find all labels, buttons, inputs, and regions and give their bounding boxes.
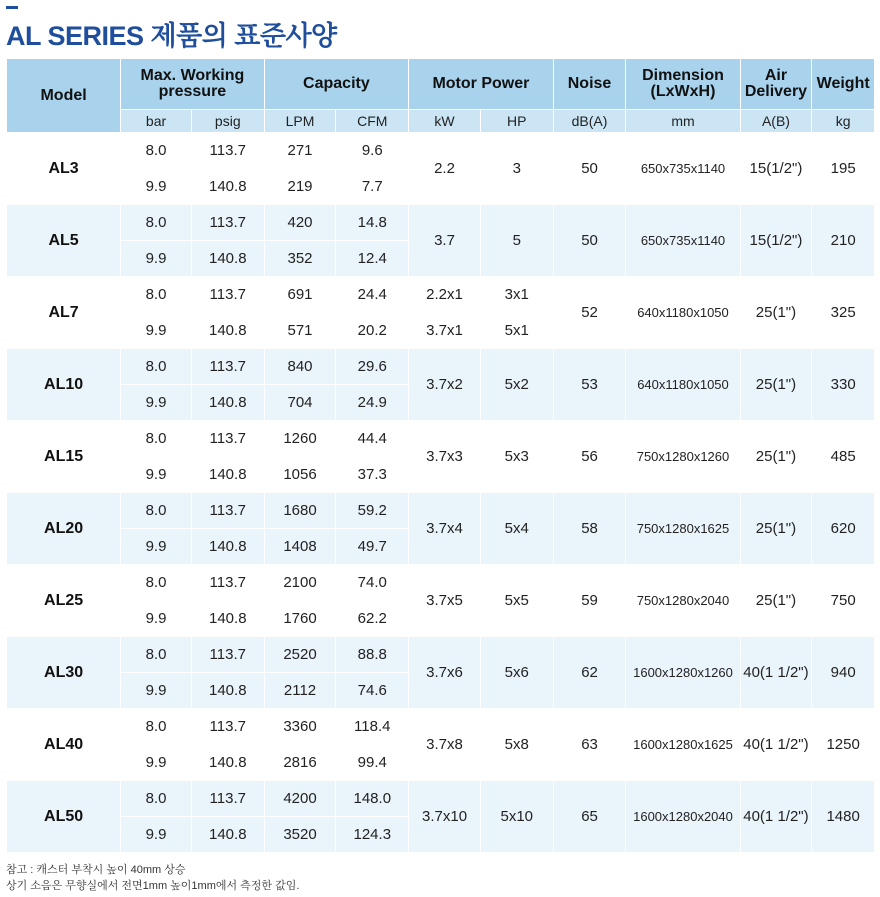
cfm-cell: 74.6	[336, 673, 409, 709]
bar-cell: 8.0	[121, 349, 192, 385]
cfm-cell: 24.4	[336, 277, 409, 313]
title-accent-bar	[6, 6, 18, 9]
noise-cell: 52	[553, 277, 626, 349]
unit-bar: bar	[121, 110, 192, 133]
hp-cell: 5x4	[480, 493, 553, 565]
footnote-caster: 참고 : 캐스터 부착시 높이 40mm 상승	[6, 864, 186, 876]
bar-cell: 8.0	[121, 709, 192, 745]
lpm-cell: 2520	[264, 637, 336, 673]
table-row	[7, 565, 875, 601]
psig-cell: 113.7	[191, 781, 264, 817]
bar-cell: 8.0	[121, 493, 192, 529]
weight-cell: 325	[812, 277, 875, 349]
dimension-cell: 750x1280x1625	[626, 493, 740, 565]
bar-cell: 9.9	[121, 313, 192, 349]
weight-cell: 1480	[812, 781, 875, 853]
kw-cell: 3.7x2	[409, 349, 481, 421]
unit-cfm: CFM	[336, 110, 409, 133]
lpm-cell: 571	[264, 313, 336, 349]
weight-cell: 940	[812, 637, 875, 709]
model-cell: AL3	[7, 133, 121, 205]
lpm-cell: 704	[264, 385, 336, 421]
lpm-cell: 352	[264, 241, 336, 277]
header-model: Model	[7, 59, 121, 133]
lpm-cell: 420	[264, 205, 336, 241]
dimension-cell: 640x1180x1050	[626, 349, 740, 421]
table-row	[7, 493, 875, 529]
unit-row	[7, 110, 875, 133]
dimension-cell: 750x1280x2040	[626, 565, 740, 637]
footnotes	[6, 862, 299, 894]
kw-cell: 3.7x1	[409, 313, 481, 349]
noise-cell: 59	[553, 565, 626, 637]
bar-cell: 8.0	[121, 781, 192, 817]
spec-table	[6, 58, 875, 853]
hp-cell: 5x3	[480, 421, 553, 493]
psig-cell: 140.8	[191, 745, 264, 781]
lpm-cell: 2112	[264, 673, 336, 709]
kw-cell: 2.2	[409, 133, 481, 205]
bar-cell: 8.0	[121, 565, 192, 601]
table-row	[7, 709, 875, 745]
unit-psig: psig	[191, 110, 264, 133]
hp-cell: 5x2	[480, 349, 553, 421]
header-weight: Weight	[812, 59, 875, 110]
bar-cell: 9.9	[121, 601, 192, 637]
psig-cell: 113.7	[191, 349, 264, 385]
kw-cell: 3.7x4	[409, 493, 481, 565]
weight-cell: 750	[812, 565, 875, 637]
cfm-cell: 24.9	[336, 385, 409, 421]
header-dimension: Dimension (LxWxH)	[626, 59, 740, 110]
hp-cell: 5x8	[480, 709, 553, 781]
dimension-cell: 650x735x1140	[626, 133, 740, 205]
air-delivery-cell: 15(1/2")	[740, 133, 812, 205]
header-noise: Noise	[553, 59, 626, 110]
weight-cell: 330	[812, 349, 875, 421]
table-row	[7, 781, 875, 817]
cfm-cell: 12.4	[336, 241, 409, 277]
psig-cell: 140.8	[191, 529, 264, 565]
cfm-cell: 124.3	[336, 817, 409, 853]
bar-cell: 9.9	[121, 817, 192, 853]
lpm-cell: 840	[264, 349, 336, 385]
air-delivery-cell: 25(1")	[740, 349, 812, 421]
header-air-delivery: Air Delivery	[740, 59, 812, 110]
dimension-cell: 1600x1280x1625	[626, 709, 740, 781]
unit-air-delivery: A(B)	[740, 110, 812, 133]
dimension-cell: 650x735x1140	[626, 205, 740, 277]
bar-cell: 8.0	[121, 637, 192, 673]
hp-cell: 5	[480, 205, 553, 277]
cfm-cell: 74.0	[336, 565, 409, 601]
dimension-cell: 1600x1280x2040	[626, 781, 740, 853]
psig-cell: 113.7	[191, 277, 264, 313]
psig-cell: 113.7	[191, 565, 264, 601]
lpm-cell: 271	[264, 133, 336, 169]
model-cell: AL10	[7, 349, 121, 421]
cfm-cell: 99.4	[336, 745, 409, 781]
kw-cell: 3.7x5	[409, 565, 481, 637]
table-row	[7, 637, 875, 673]
psig-cell: 113.7	[191, 709, 264, 745]
dimension-cell: 1600x1280x1260	[626, 637, 740, 709]
bar-cell: 9.9	[121, 745, 192, 781]
unit-weight: kg	[812, 110, 875, 133]
lpm-cell: 691	[264, 277, 336, 313]
noise-cell: 56	[553, 421, 626, 493]
kw-cell: 3.7x6	[409, 637, 481, 709]
header-row	[7, 59, 875, 110]
bar-cell: 8.0	[121, 133, 192, 169]
psig-cell: 113.7	[191, 421, 264, 457]
kw-cell: 3.7	[409, 205, 481, 277]
kw-cell: 2.2x1	[409, 277, 481, 313]
psig-cell: 140.8	[191, 457, 264, 493]
weight-cell: 485	[812, 421, 875, 493]
table-row	[7, 205, 875, 241]
hp-cell: 3x1	[480, 277, 553, 313]
model-cell: AL30	[7, 637, 121, 709]
air-delivery-cell: 15(1/2")	[740, 205, 812, 277]
model-cell: AL20	[7, 493, 121, 565]
dimension-cell: 640x1180x1050	[626, 277, 740, 349]
weight-cell: 1250	[812, 709, 875, 781]
cfm-cell: 7.7	[336, 169, 409, 205]
bar-cell: 9.9	[121, 457, 192, 493]
noise-cell: 50	[553, 205, 626, 277]
kw-cell: 3.7x3	[409, 421, 481, 493]
kw-cell: 3.7x10	[409, 781, 481, 853]
lpm-cell: 1680	[264, 493, 336, 529]
noise-cell: 50	[553, 133, 626, 205]
air-delivery-cell: 25(1")	[740, 277, 812, 349]
model-cell: AL50	[7, 781, 121, 853]
model-cell: AL40	[7, 709, 121, 781]
psig-cell: 140.8	[191, 673, 264, 709]
lpm-cell: 1260	[264, 421, 336, 457]
table-row	[7, 133, 875, 169]
kw-cell: 3.7x8	[409, 709, 481, 781]
weight-cell: 195	[812, 133, 875, 205]
bar-cell: 9.9	[121, 169, 192, 205]
lpm-cell: 1056	[264, 457, 336, 493]
noise-cell: 63	[553, 709, 626, 781]
bar-cell: 8.0	[121, 205, 192, 241]
cfm-cell: 118.4	[336, 709, 409, 745]
cfm-cell: 29.6	[336, 349, 409, 385]
unit-dimension: mm	[626, 110, 740, 133]
air-delivery-cell: 25(1")	[740, 421, 812, 493]
unit-hp: HP	[480, 110, 553, 133]
cfm-cell: 14.8	[336, 205, 409, 241]
bar-cell: 8.0	[121, 421, 192, 457]
psig-cell: 140.8	[191, 169, 264, 205]
hp-cell: 5x10	[480, 781, 553, 853]
weight-cell: 620	[812, 493, 875, 565]
lpm-cell: 3360	[264, 709, 336, 745]
lpm-cell: 3520	[264, 817, 336, 853]
model-cell: AL15	[7, 421, 121, 493]
page-title: AL SERIES 제품의 표준사양	[6, 21, 337, 51]
header-pressure: Max. Working pressure	[121, 59, 264, 110]
unit-noise: dB(A)	[553, 110, 626, 133]
cfm-cell: 44.4	[336, 421, 409, 457]
cfm-cell: 37.3	[336, 457, 409, 493]
cfm-cell: 9.6	[336, 133, 409, 169]
cfm-cell: 148.0	[336, 781, 409, 817]
lpm-cell: 2816	[264, 745, 336, 781]
unit-kw: kW	[409, 110, 481, 133]
header-motor-power: Motor Power	[409, 59, 554, 110]
bar-cell: 9.9	[121, 241, 192, 277]
table-row	[7, 349, 875, 385]
model-cell: AL5	[7, 205, 121, 277]
hp-cell: 5x1	[480, 313, 553, 349]
air-delivery-cell: 40(1 1/2")	[740, 709, 812, 781]
noise-cell: 62	[553, 637, 626, 709]
bar-cell: 8.0	[121, 277, 192, 313]
psig-cell: 113.7	[191, 637, 264, 673]
model-cell: AL25	[7, 565, 121, 637]
psig-cell: 140.8	[191, 241, 264, 277]
bar-cell: 9.9	[121, 529, 192, 565]
noise-cell: 58	[553, 493, 626, 565]
spec-table-body	[7, 133, 875, 853]
air-delivery-cell: 40(1 1/2")	[740, 637, 812, 709]
air-delivery-cell: 40(1 1/2")	[740, 781, 812, 853]
air-delivery-cell: 25(1")	[740, 493, 812, 565]
footnote-noise: 상기 소음은 무향실에서 전면1mm 높이1mm에서 측정한 값임.	[6, 880, 300, 892]
lpm-cell: 219	[264, 169, 336, 205]
psig-cell: 113.7	[191, 205, 264, 241]
psig-cell: 113.7	[191, 493, 264, 529]
unit-lpm: LPM	[264, 110, 336, 133]
lpm-cell: 1760	[264, 601, 336, 637]
air-delivery-cell: 25(1")	[740, 565, 812, 637]
psig-cell: 140.8	[191, 601, 264, 637]
cfm-cell: 59.2	[336, 493, 409, 529]
psig-cell: 140.8	[191, 385, 264, 421]
noise-cell: 65	[553, 781, 626, 853]
weight-cell: 210	[812, 205, 875, 277]
cfm-cell: 88.8	[336, 637, 409, 673]
dimension-cell: 750x1280x1260	[626, 421, 740, 493]
lpm-cell: 2100	[264, 565, 336, 601]
lpm-cell: 4200	[264, 781, 336, 817]
lpm-cell: 1408	[264, 529, 336, 565]
cfm-cell: 49.7	[336, 529, 409, 565]
table-row	[7, 277, 875, 313]
bar-cell: 9.9	[121, 673, 192, 709]
cfm-cell: 62.2	[336, 601, 409, 637]
header-capacity: Capacity	[264, 59, 409, 110]
psig-cell: 113.7	[191, 133, 264, 169]
hp-cell: 5x6	[480, 637, 553, 709]
psig-cell: 140.8	[191, 817, 264, 853]
hp-cell: 5x5	[480, 565, 553, 637]
table-row	[7, 421, 875, 457]
psig-cell: 140.8	[191, 313, 264, 349]
cfm-cell: 20.2	[336, 313, 409, 349]
model-cell: AL7	[7, 277, 121, 349]
hp-cell: 3	[480, 133, 553, 205]
noise-cell: 53	[553, 349, 626, 421]
bar-cell: 9.9	[121, 385, 192, 421]
